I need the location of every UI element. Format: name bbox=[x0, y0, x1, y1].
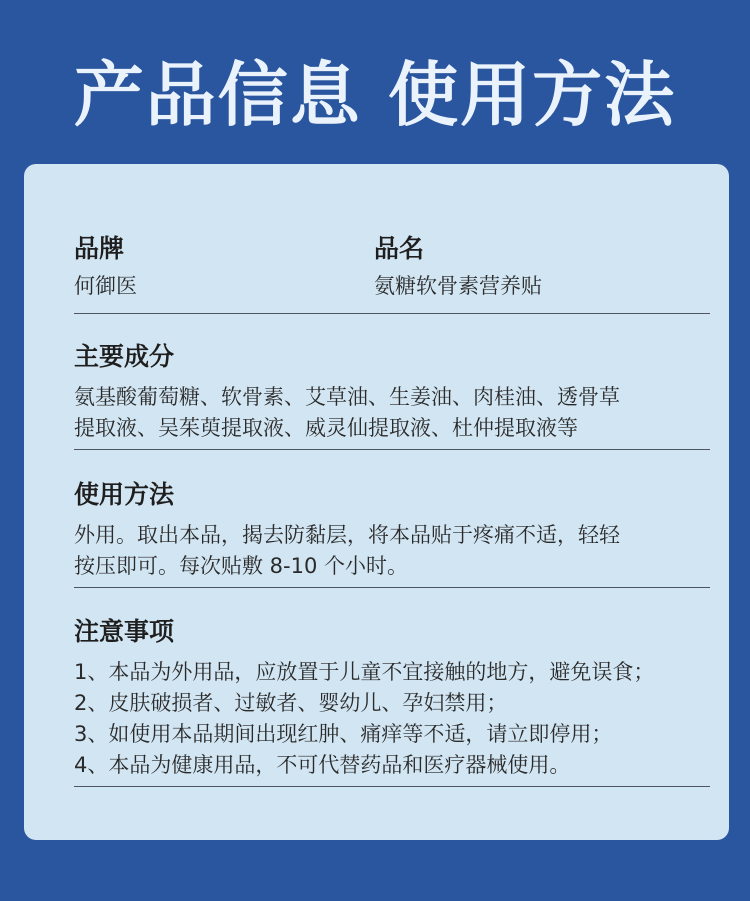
usage-section bbox=[74, 478, 709, 582]
precautions-line: 2、皮肤破损者、过敏者、婴幼儿、孕妇禁用； bbox=[74, 691, 508, 715]
precautions-line: 3、如使用本品期间出现红肿、痛痒等不适，请立即停用； bbox=[74, 722, 613, 746]
brand-name-section bbox=[74, 232, 709, 312]
ingredients-section bbox=[74, 340, 709, 444]
divider bbox=[74, 313, 710, 314]
product-name-label: 品名 bbox=[374, 234, 425, 263]
divider bbox=[74, 587, 710, 588]
precautions-heading: 注意事项 bbox=[74, 617, 175, 646]
divider bbox=[74, 786, 710, 787]
info-card bbox=[24, 164, 729, 840]
ingredients-text bbox=[74, 382, 709, 444]
page-title: 产品信息 使用方法 bbox=[73, 54, 677, 136]
usage-line: 按压即可。每次贴敷 8-10 个小时。 bbox=[74, 554, 409, 578]
precautions-line: 1、本品为外用品，应放置于儿童不宜接触的地方，避免误食； bbox=[74, 660, 655, 684]
precautions-text bbox=[74, 657, 709, 781]
usage-text bbox=[74, 520, 709, 582]
product-name-value: 氨糖软骨素营养贴 bbox=[374, 274, 542, 298]
precautions-line: 4、本品为健康用品，不可代替药品和医疗器械使用。 bbox=[74, 753, 571, 777]
brand-field bbox=[74, 232, 137, 302]
usage-line: 外用。取出本品，揭去防黏层，将本品贴于疼痛不适，轻轻 bbox=[74, 523, 620, 547]
ingredients-heading: 主要成分 bbox=[74, 342, 175, 371]
precautions-section bbox=[74, 615, 709, 781]
product-name-field bbox=[374, 232, 542, 302]
divider bbox=[74, 449, 710, 450]
brand-label: 品牌 bbox=[74, 234, 125, 263]
ingredients-line: 提取液、吴茱萸提取液、威灵仙提取液、杜仲提取液等 bbox=[74, 416, 578, 440]
ingredients-line: 氨基酸葡萄糖、软骨素、艾草油、生姜油、肉桂油、透骨草 bbox=[74, 385, 620, 409]
brand-value: 何御医 bbox=[74, 274, 137, 298]
usage-heading: 使用方法 bbox=[74, 480, 175, 509]
